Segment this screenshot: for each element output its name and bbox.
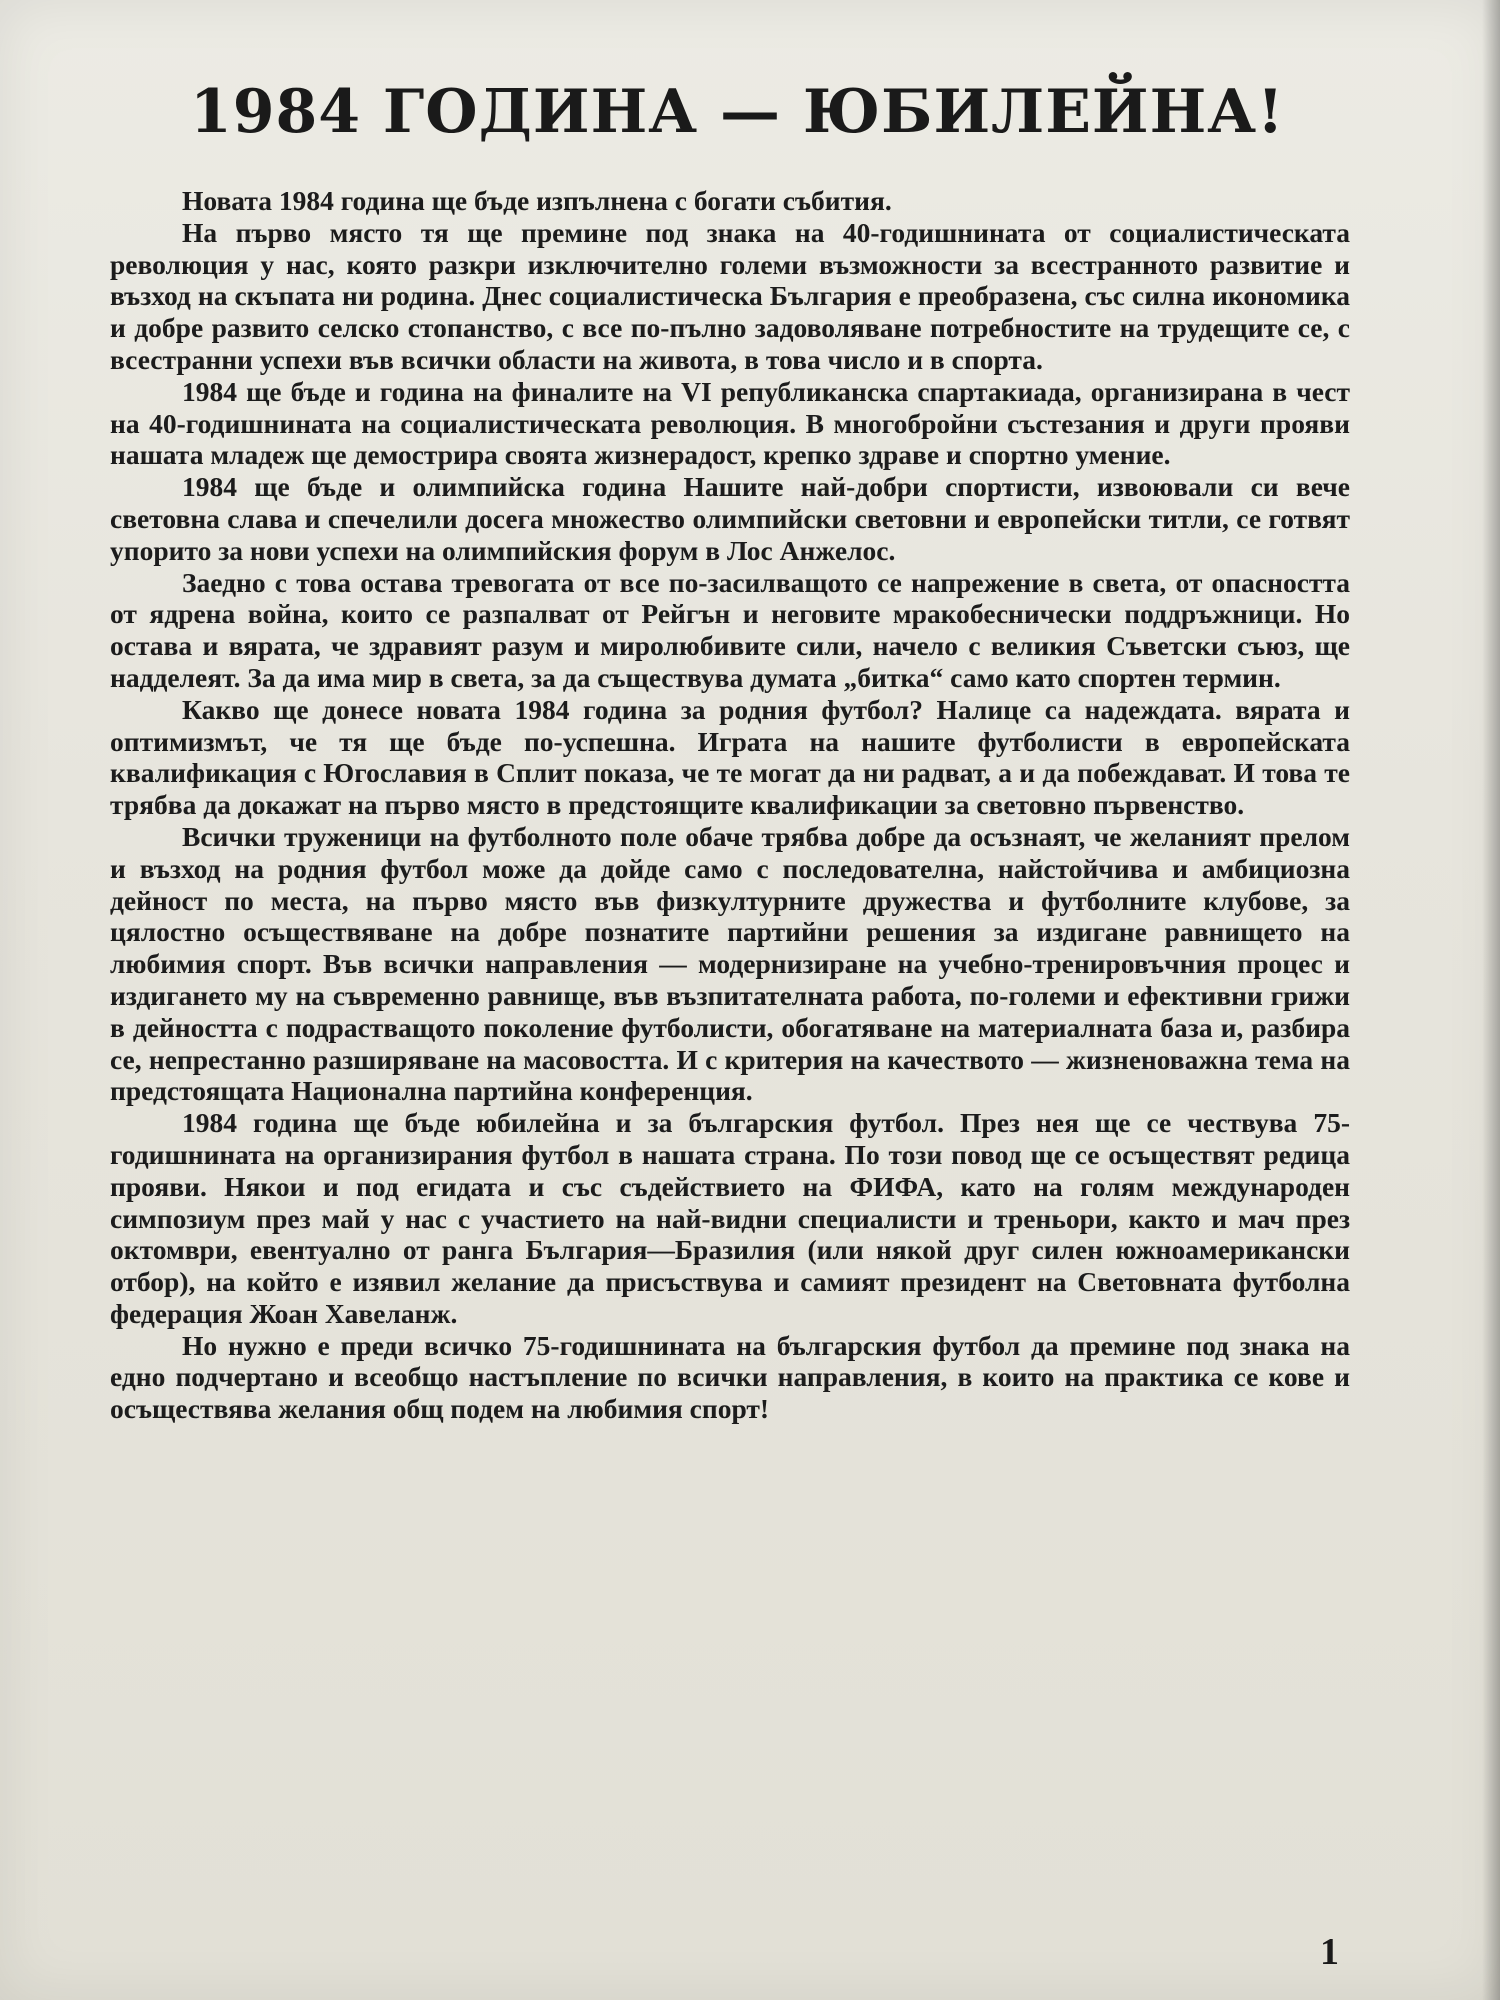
paragraph: 1984 ще бъде и олимпийска година Нашите най-добри спортисти, извоювали си вече световна слава и спечелили досега множество олимпийски световни и европейски титли, се готвят упорито за нови успехи на олимпийския форум в Лос Анжелос. [110, 471, 1350, 566]
paragraph: Но нужно е преди всичко 75-годишнината на българския футбол да премине под знака на едно подчертано и всеобщо настъпление по всички направления, в които на практика се кове и осъществява желания общ подем на любимия спорт! [110, 1329, 1350, 1425]
page-number: 1 [1320, 1931, 1339, 1973]
article-title: 1984 ГОДИНА — ЮБИЛЕЙНА! [190, 77, 1285, 147]
page-edge-shadow [1482, 0, 1500, 2000]
paragraph: 1984 година ще бъде юбилейна и за българския футбол. През нея ще се чествува 75-годишнината на организирания футбол в нашата страна. По този повод ще се осъществят редица прояви. Някои и под егидата и със съдействието на ФИФА, като на голям международен симпозиум през май у нас с участието на най-видни специалисти и треньори, както и мач през октомври, евентуално от ранга България—Бразилия (или някой друг силен южноамерикански отбор), на който е изявил желание да присъствува и самият президент на Световната футболна федерация Жоан Хавеланж. [110, 1107, 1350, 1329]
paragraph: Заедно с това остава тревогата от все по-засилващото се напрежение в света, от опасността от ядрена война, които се разпалват от Рейгън и неговите мракобеснически поддръжници. Но остава и вярата, че здравият разум и миролюбивите сили, начело с великия Съветски съюз, ще надделеят. За да има мир в света, за да съществува думата „битка“ само като спортен термин. [110, 566, 1350, 693]
paragraph: На първо място тя ще премине под знака на 40-годишнината от социалистическата революция у нас, която разкри изключително големи възможности за всестранното развитие и възход на скъпата ни родина. Днес социалистическа България е преобразена, със силна икономика и добре развито селско стопанство, с все по-пълно задоволяване потребностите на трудещите се, с всестранни успехи във всички области на живота, в това число и в спорта. [110, 216, 1350, 375]
article-body [110, 185, 1350, 1425]
paragraph: Какво ще донесе новата 1984 година за родния футбол? Налице са надеждата. вярата и оптимизмът, че тя ще бъде по-успешна. Играта на нашите футболисти в европейската квалификация с Югославия в Сплит показа, че те могат да ни радват, а и да побеждават. И това те трябва да докажат на първо място в предстоящите квалификации за световно първенство. [110, 693, 1350, 821]
paragraph: Новата 1984 година ще бъде изпълнена с богати събития. [182, 185, 892, 216]
paragraph: 1984 ще бъде и година на финалите на VI републиканска спартакиада, организирана в чест на 40-годишнината на социалистическата революция. В многобройни състезания и други прояви нашата младеж ще демострира своята жизнерадост, крепко здраве и спортно умение. [110, 375, 1350, 471]
paragraph: Всички труженици на футболното поле обаче трябва добре да осъзнаят, че желаният прелом и възход на родния футбол може да дойде само с последователна, найстойчива и амбициозна дейност по места, на първо място във физкултурните дружества и футболните клубове, за цялостно осъществяване на добре познатите партийни решения за издигане равнището на любимия спорт. Във всички направления — модернизиране на учебно-тренировъчния процес и издигането му на съвременно равнище, във възпитателната работа, по-големи и ефективни грижи в дейността с подрастващото поколение футболисти, обогатяване на материалната база и, разбира се, непрестанно разширяване на масовостта. И с критерия на качеството — жизненоважна тема на предстоящата Национална партийна конференция. [110, 820, 1350, 1107]
